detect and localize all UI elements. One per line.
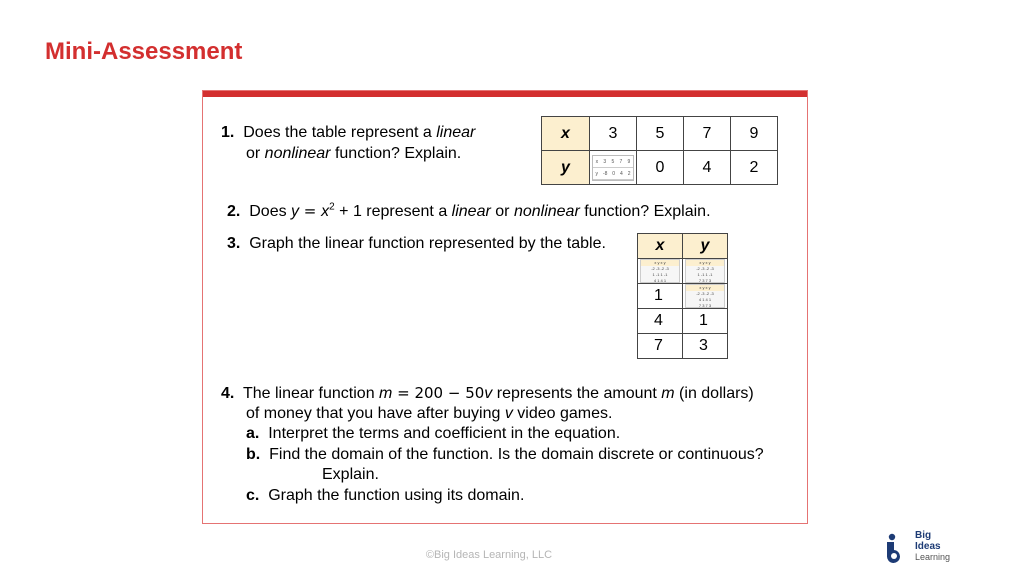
table-cell: 7 [638,334,683,359]
part-c-text: Graph the function using its domain. [268,487,525,504]
math-var-m: m [661,385,675,402]
math-var-v: v [484,385,493,402]
big-ideas-logo-icon [884,533,908,564]
table-cell: 1 [683,309,728,334]
question-4-part-a [246,424,620,444]
question-4-text: of money that you have after buying [246,405,505,422]
table-cell: 9 [731,117,778,151]
math-var-v: v [504,405,513,422]
question-2-em-linear: linear [451,203,491,220]
table-cell: 4 [684,151,731,185]
math-expression: = 200 − 50 [392,384,485,402]
question-3-text: Graph the linear function represented by the table. [249,235,606,252]
table-thumbnail: x y x y -2 -3 -2 -3 1 -1 1 -1 4 1 4 1 [640,259,680,283]
table-cell: 0 [637,151,684,185]
math-exponent: 2 [329,201,335,213]
table-thumbnail-cell [638,259,683,284]
question-3-number: 3. [227,235,241,252]
question-2-text: or [490,203,514,220]
question-1-text-b: or [246,145,265,162]
question-4-number: 4. [221,385,235,402]
page-title: Mini-Assessment [45,38,243,65]
table-row [638,259,728,284]
table-cell: 3 [590,117,637,151]
part-a-text: Interpret the terms and coefficient in the equation. [268,425,621,442]
table-cell-with-thumbnail [590,151,637,185]
question-1-line-2 [246,144,461,164]
question-1-em-linear: linear [436,124,476,141]
question-2-text: function? Explain. [579,203,711,220]
table-thumbnail-cell [683,259,728,284]
table-cell: 5 [637,117,684,151]
table-row [638,234,728,259]
question-1 [221,123,475,143]
table-thumbnail: x 3 5 7 9 y -8 0 4 2 [592,155,634,181]
table-thumbnail-cell [683,284,728,309]
part-a-label: a. [246,425,260,442]
big-ideas-logo-text [915,530,950,563]
table-row [638,284,728,309]
table-row [638,309,728,334]
question-4-part-b-line-2 [322,465,379,485]
table-header-y: y [683,234,728,259]
table-thumbnail: x y x y -2 -3 -2 -3 1 -1 1 -1 7 3 7 3 [685,259,725,283]
part-b-label: b. [246,446,261,463]
math-var-m: m [379,385,393,402]
question-2-em-nonlinear: nonlinear [513,203,580,220]
question-1-number: 1. [221,124,235,141]
copyright-footer: ©Big Ideas Learning, LLC [425,549,553,561]
table-cell: 1 [638,284,683,309]
question-1-text-a: Does the table represent a [243,124,437,141]
question-2-text: + 1 represent a [334,203,452,220]
big-ideas-logo [884,530,964,568]
part-b-text: Find the domain of the function. Is the domain discrete or continuous? [269,446,764,463]
question-4-text: The linear function [242,385,380,402]
part-c-label: c. [246,487,260,504]
table-thumbnail: x y x y -2 -3 -2 -3 4 1 4 1 7 3 7 3 [685,284,725,308]
math-equals: = [299,202,322,220]
question-1-table [541,116,778,185]
question-4-text: (in dollars) [674,385,754,402]
question-2 [227,201,711,222]
table-cell: 4 [638,309,683,334]
math-var-y: y [291,203,300,220]
logo-line-3: Learning [915,552,951,562]
question-2-text: Does [249,203,292,220]
part-b-text: Explain. [322,466,379,483]
table-row [638,334,728,359]
question-4-text: represents the amount [492,385,662,402]
question-4 [221,383,754,404]
table-header-y: y [542,151,590,185]
question-4-part-b [246,445,764,465]
question-4-part-c [246,486,524,506]
table-header-x: x [542,117,590,151]
table-cell: 2 [731,151,778,185]
question-3-table [637,233,728,359]
table-header-x: x [638,234,683,259]
question-1-em-nonlinear: nonlinear [264,145,331,162]
question-4-line-2 [246,404,612,424]
card-accent-bar [203,91,807,97]
logo-line-1: Big [915,530,932,541]
table-cell: 3 [683,334,728,359]
question-3 [227,234,606,254]
table-row [542,151,778,185]
question-1-text-c: function? Explain. [330,145,462,162]
question-4-text: video games. [512,405,613,422]
math-var-x: x [321,203,330,220]
table-row [542,117,778,151]
table-cell: 7 [684,117,731,151]
logo-line-2: Ideas [915,541,941,552]
question-2-number: 2. [227,203,241,220]
